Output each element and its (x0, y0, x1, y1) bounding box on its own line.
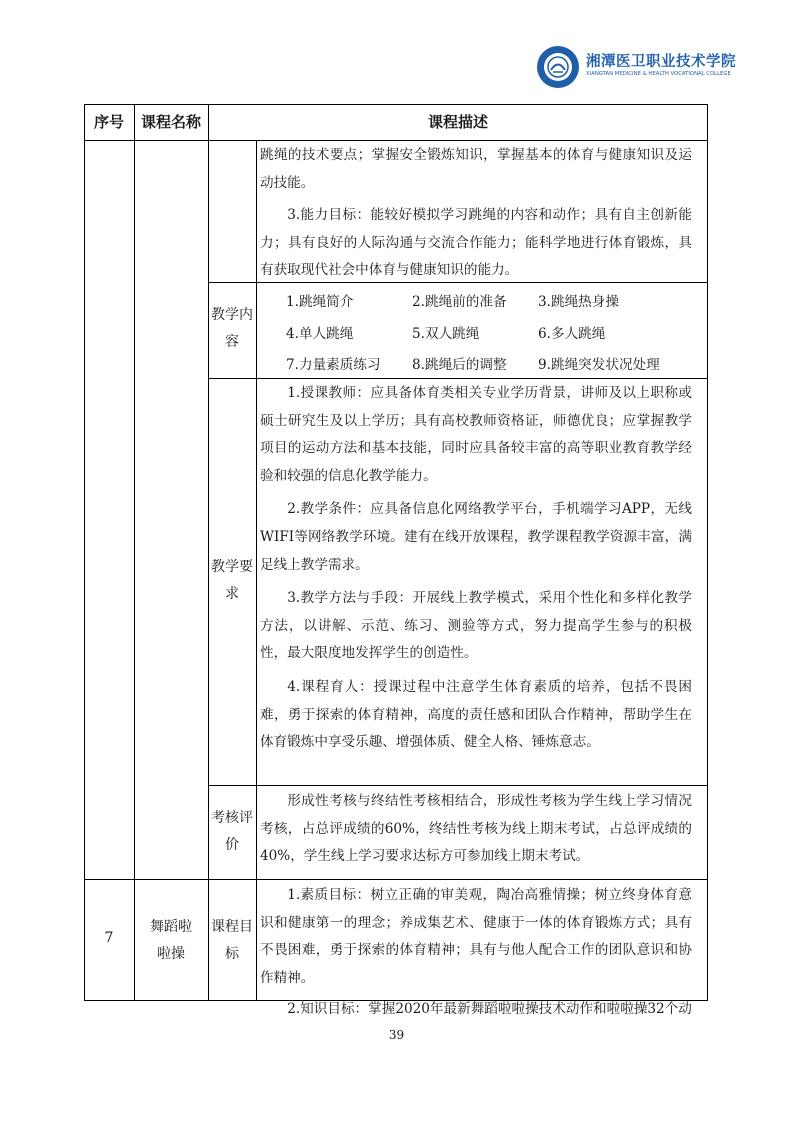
goal-paragraph: 2.知识目标：掌握2020年最新舞蹈啦啦操技术动作和啦啦操32个动 (287, 1001, 692, 1018)
content-item: 5.双人跳绳 (412, 325, 480, 342)
content-items-grid (286, 289, 686, 379)
goal-continuation (260, 142, 692, 285)
college-name-en: XIANGTAN MEDICINE & HEALTH VOCATIONAL COLLEGE (586, 71, 731, 77)
content-item: 2.跳绳前的准备 (412, 294, 507, 310)
content-item: 9.跳绳突发状况处理 (538, 357, 660, 373)
content-item: 6.多人跳绳 (538, 325, 606, 342)
goal-paragraph: 跳绳的技术要点；掌握安全锻炼知识，掌握基本的体育与健康知识及运动技能。 (260, 147, 692, 191)
col-header-name: 课程名称 (140, 113, 201, 131)
label-teaching-requirements: 教学要求 (211, 559, 253, 602)
col-header-desc: 课程描述 (427, 113, 488, 131)
col-header-no: 序号 (93, 113, 124, 131)
label-teaching-content: 教学内容 (211, 307, 253, 350)
requirement-paragraph: 2.教学条件：应具备信息化网络教学平台，手机端学习APP，无线WIFI等网络教学环境。建有在线开放课程，教学课程教学资源丰富，满足线上教学需求。 (260, 501, 692, 573)
label-course-goal: 课程目标 (211, 919, 253, 962)
page-number: 39 (388, 1028, 405, 1042)
goal-paragraph: 3.能力目标：能较好模拟学习跳绳的内容和动作；具有自主创新能力；具有良好的人际沟通与交流合作能力；能科学地进行体育锻炼，具有获取现代社会中体育与健康知识的能力。 (260, 207, 692, 279)
content-item: 8.跳绳后的调整 (412, 357, 507, 373)
course-name: 舞蹈啦啦操 (150, 919, 192, 962)
content-item: 3.跳绳热身操 (538, 294, 619, 310)
requirement-paragraph: 1.授课教师：应具备体育类相关专业学历背景，讲师及以上职称或硕士研究生及以上学历；具有高校教师资格证，师德优良；应掌握教学项目的运动方法和基本技能，同时应具备较丰富的高等职业教育教学经验和较强的信息化教学能力。 (260, 385, 692, 484)
content-item: 7.力量素质练习 (286, 357, 381, 373)
requirements-text (260, 380, 692, 757)
evaluation-text (260, 788, 692, 871)
college-name-cn: 湘潭医卫职业技术学院 (586, 54, 736, 70)
course7-goal-text (260, 882, 692, 1018)
requirement-paragraph: 3.教学方法与手段：开展线上教学模式，采用个性化和多样化教学方法，以讲解、示范、练习、测验等方式，努力提高学生参与的积极性，最大限度地发挥学生的创造性。 (260, 590, 692, 662)
goal-paragraph: 1.素质目标：树立正确的审美观，陶冶高雅情操；树立终身体育意识和健康第一的理念；养成集艺术、健康于一体的体育锻炼方式；具有不畏困难，勇于探索的体育精神；具有与他人配合工作的团队意识和协作精神。 (260, 887, 692, 986)
content-item: 1.跳绳简介 (286, 294, 354, 310)
content-item: 4.单人跳绳 (286, 325, 354, 342)
evaluation-paragraph: 形成性考核与终结性考核相结合，形成性考核为学生线上学习情况考核，占总评成绩的60%，终结性考核为线上期末考试，占总评成绩的40%，学生线上学习要求达标方可参加线上期末考试。 (260, 793, 692, 865)
requirement-paragraph: 4.课程育人：授课过程中注意学生体育素质的培养，包括不畏困难，勇于探索的体育精神，高度的责任感和团队合作精神，帮助学生在体育锻炼中享受乐趣、增强体质、健全人格、锤炼意志。 (260, 678, 692, 751)
course-number: 7 (104, 930, 114, 946)
label-evaluation: 考核评价 (211, 810, 253, 853)
